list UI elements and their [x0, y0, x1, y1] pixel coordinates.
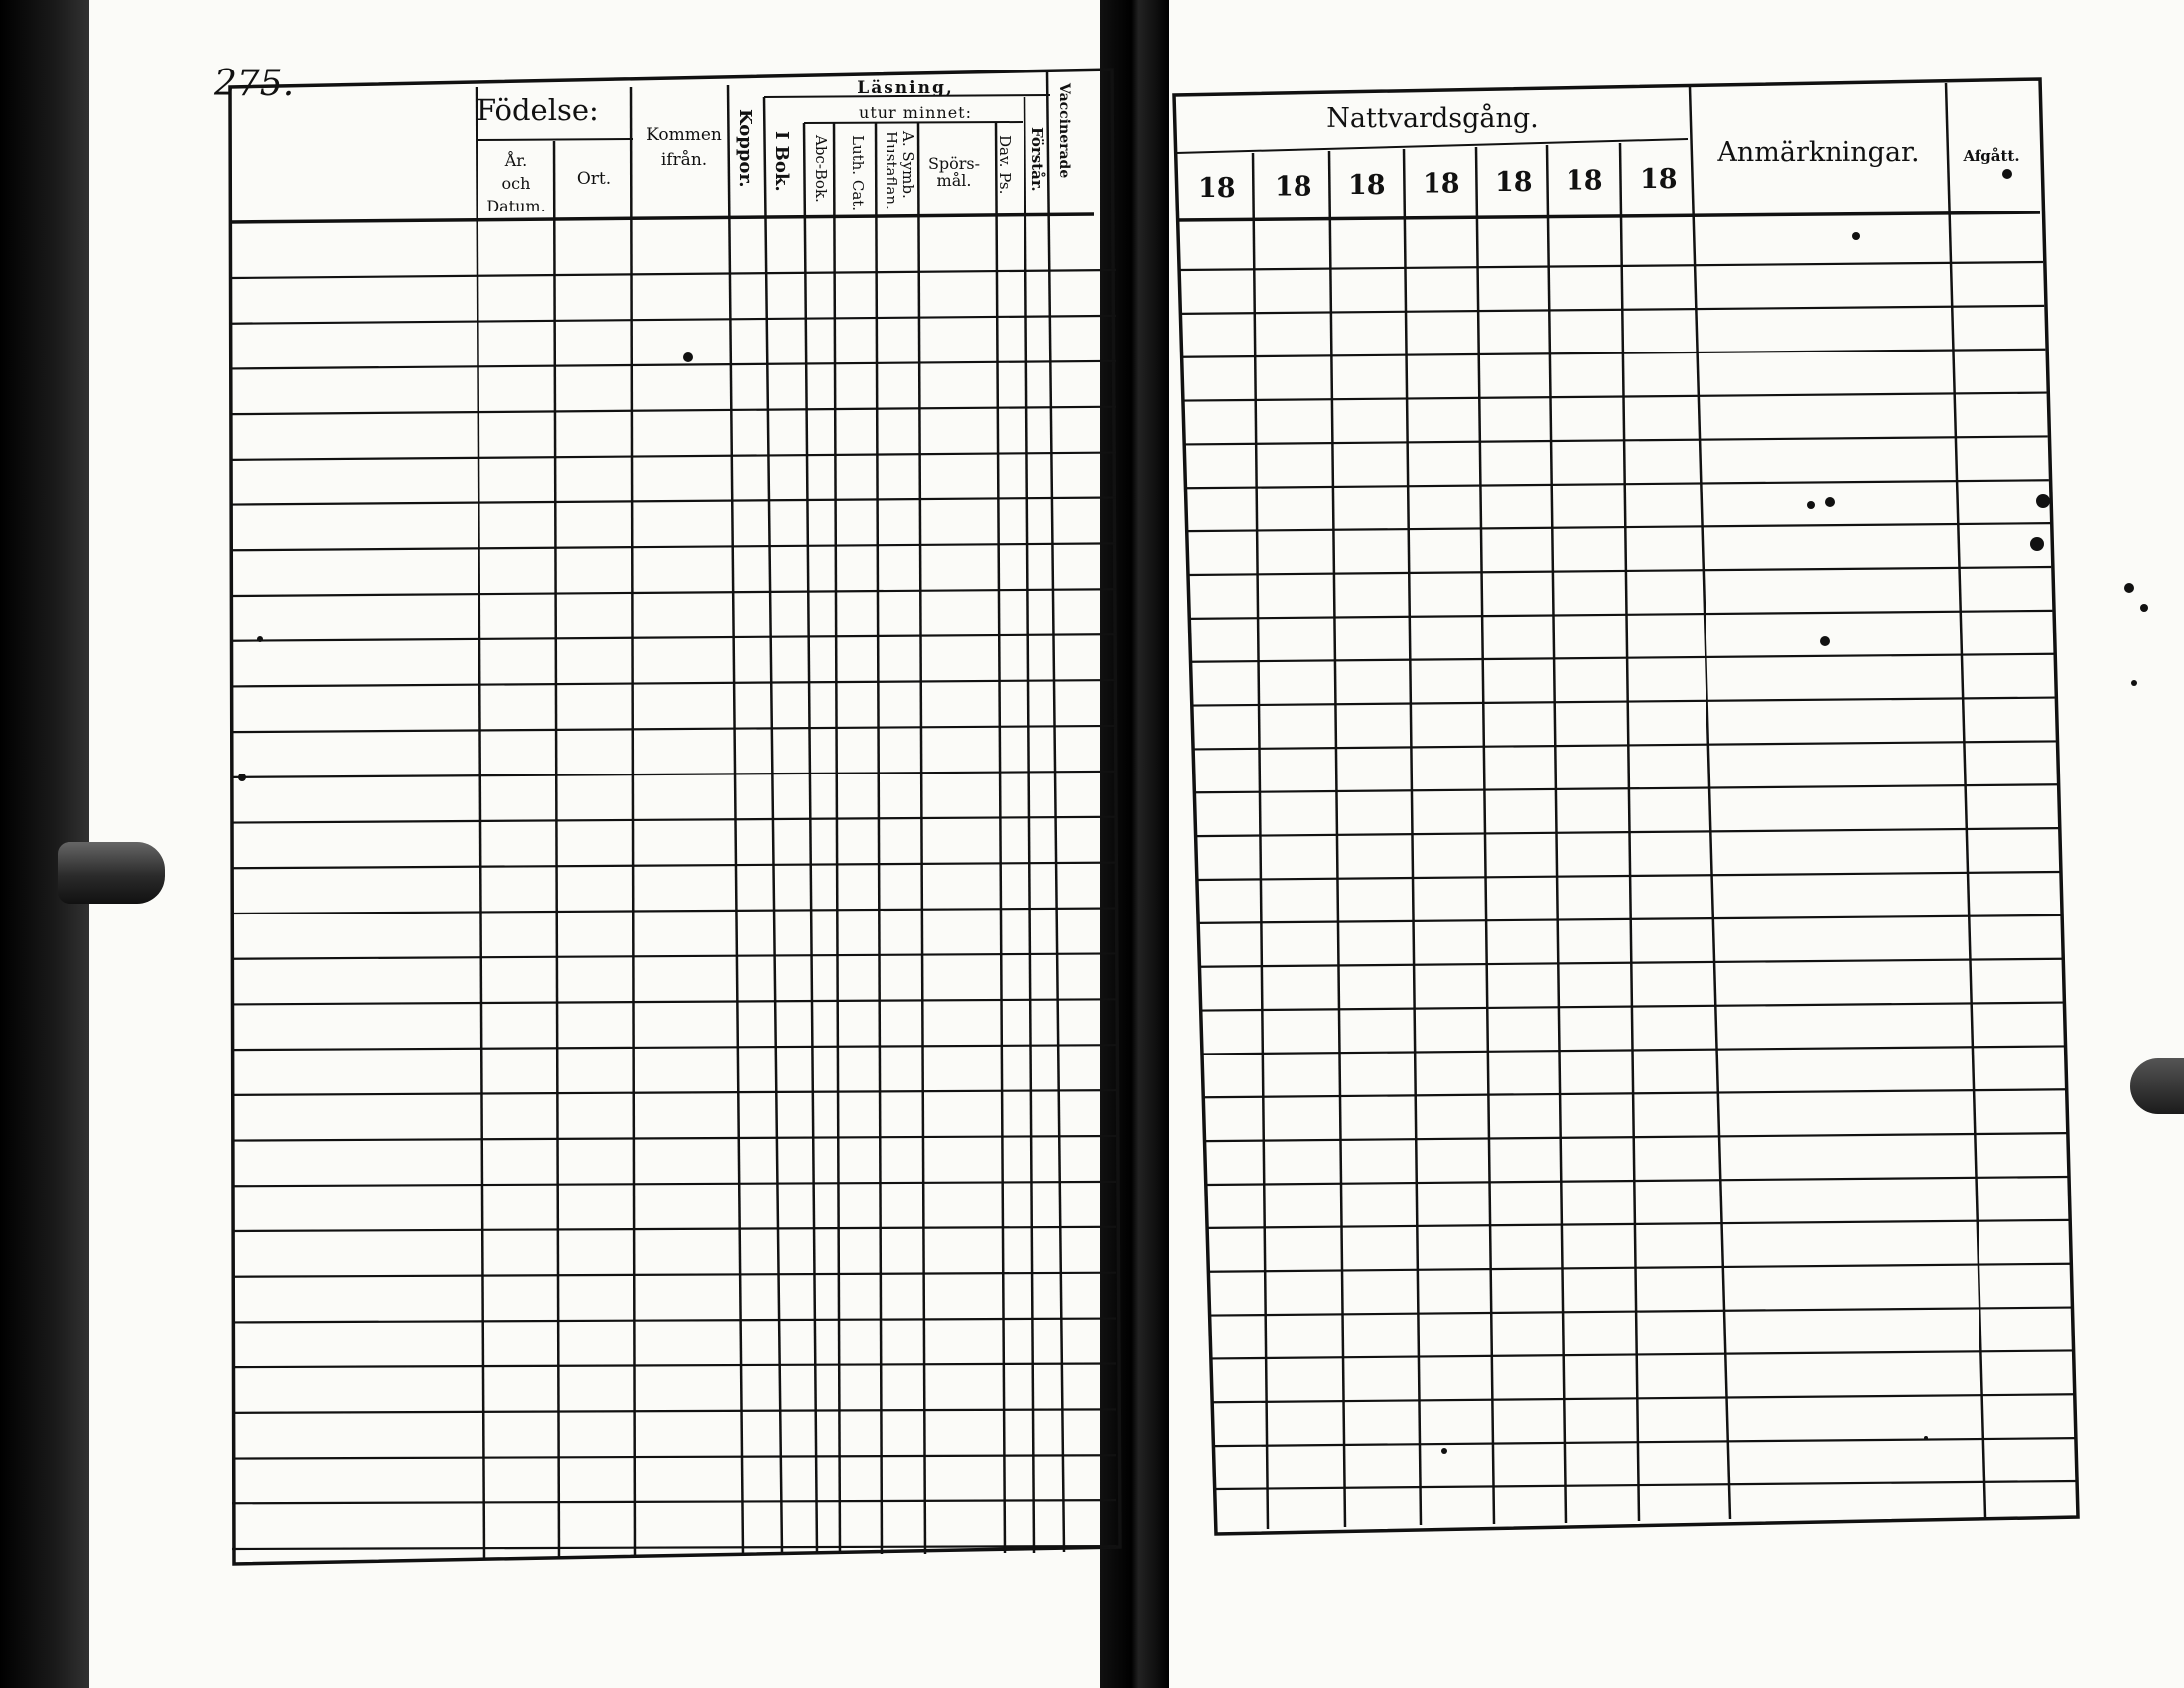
row-line [232, 1363, 1116, 1367]
afgatt-header: Afgått. [1963, 147, 2020, 165]
row-line [232, 361, 1116, 369]
row-line [1194, 741, 2056, 749]
ort-header: Ort. [576, 169, 612, 189]
column-line [1946, 83, 1985, 1517]
year-label: 18 [1348, 170, 1386, 201]
datum-header: Datum. [486, 197, 546, 215]
ifran-header: ifrån. [660, 150, 708, 170]
row-line [1182, 350, 2046, 357]
row-line [232, 1319, 1116, 1323]
year-label: 18 [1198, 173, 1236, 204]
column-line [804, 123, 817, 1554]
year-labels [1198, 164, 1678, 204]
column-line [996, 123, 1005, 1553]
row-line [1212, 1350, 2072, 1358]
row-line [232, 863, 1116, 869]
vaccinerade-header: Vaccinerade [1056, 83, 1072, 179]
row-line [1196, 828, 2058, 836]
row-line [1187, 523, 2050, 531]
utur-minnet-header: utur minnet: [859, 103, 972, 122]
row-line [232, 589, 1116, 596]
column-line [834, 123, 840, 1554]
row-line [1190, 611, 2053, 619]
row-line [1208, 1220, 2069, 1228]
row-line [232, 953, 1116, 958]
row-line [1179, 262, 2043, 270]
kommen-header: Kommen [646, 125, 722, 145]
row-line [232, 680, 1116, 686]
year-label: 18 [1423, 168, 1460, 200]
row-line [1180, 306, 2044, 314]
column-line [1547, 145, 1566, 1523]
left-header-rule [230, 214, 1094, 222]
row-line [232, 316, 1116, 324]
utur-minnet-rule [804, 122, 1023, 123]
row-line [1198, 872, 2060, 880]
mal-header: mål. [936, 171, 972, 190]
row-line [232, 1090, 1116, 1095]
row-line [1211, 1308, 2072, 1316]
forstar-header: Förstår. [1028, 127, 1046, 192]
row-line [1207, 1177, 2068, 1185]
i-bok-header: I Bok. [771, 131, 792, 192]
column-line [554, 141, 559, 1559]
row-line [1204, 1089, 2065, 1097]
column-line [1690, 87, 1730, 1519]
year-label: 18 [1640, 164, 1678, 195]
hustaflan-header: Hustaflan. [883, 131, 900, 210]
row-line [232, 1409, 1116, 1413]
row-line [1195, 784, 2057, 792]
column-line [876, 123, 882, 1554]
row-line [1209, 1264, 2070, 1272]
left-row-lines [232, 270, 1116, 1549]
year-label: 18 [1275, 171, 1312, 203]
ink-specks [238, 169, 2148, 1454]
left-column-lines [477, 71, 1064, 1559]
koppor-header: Koppor. [735, 109, 755, 188]
row-line [1184, 436, 2047, 444]
row-line [1191, 654, 2054, 662]
a-symb-header: A. Symb. [899, 131, 917, 199]
year-label: 18 [1495, 167, 1533, 198]
ar-header: År. [504, 151, 528, 170]
page-number: 275. [214, 64, 295, 104]
row-line [232, 1045, 1116, 1050]
row-line [232, 1500, 1116, 1503]
nattvardsgang-header: Nattvardsgång. [1326, 103, 1539, 134]
row-line [232, 453, 1116, 460]
fodelse-rule [477, 139, 633, 140]
row-line [232, 1136, 1116, 1141]
row-line [232, 270, 1116, 278]
dav-ps-header: Dav. Ps. [996, 135, 1014, 195]
row-line [232, 999, 1116, 1004]
row-line [1192, 698, 2055, 706]
row-line [232, 772, 1116, 777]
row-line [1188, 567, 2051, 575]
anmarkningar-header: Anmärkningar. [1717, 137, 1920, 168]
fodelse-header: Födelse: [477, 93, 599, 127]
row-line [232, 726, 1116, 732]
column-line [918, 123, 925, 1554]
right-header-rule [1176, 212, 2040, 220]
year-label: 18 [1566, 165, 1603, 197]
column-line [1253, 153, 1268, 1529]
row-line [232, 497, 1116, 504]
column-line [477, 87, 484, 1559]
row-line [232, 817, 1116, 823]
left-register-form [213, 64, 1120, 1564]
column-line [631, 87, 635, 1557]
och-header: och [501, 174, 531, 193]
row-line [232, 407, 1116, 414]
row-line [1183, 393, 2047, 401]
row-line [232, 1273, 1116, 1277]
spors-header: Spörs- [927, 154, 981, 173]
column-line [1329, 151, 1345, 1527]
row-line [232, 634, 1116, 641]
abc-bok-header: Abc-Bok. [812, 135, 830, 203]
luth-cat-header: Luth. Cat. [849, 135, 867, 211]
row-line [232, 543, 1116, 550]
column-line [764, 97, 782, 1554]
column-line [1047, 71, 1064, 1552]
right-form-frame [1174, 79, 2078, 1534]
row-line [1205, 1133, 2066, 1141]
right-row-lines [1179, 262, 2076, 1489]
row-line [232, 1182, 1116, 1186]
row-line [232, 1227, 1116, 1231]
row-line [232, 909, 1116, 914]
lasning-header: Läsning, [857, 78, 954, 98]
right-register-form [1174, 79, 2078, 1534]
row-line [1186, 480, 2049, 488]
row-line [232, 1455, 1116, 1458]
nattvardsgang-rule [1176, 139, 1688, 153]
